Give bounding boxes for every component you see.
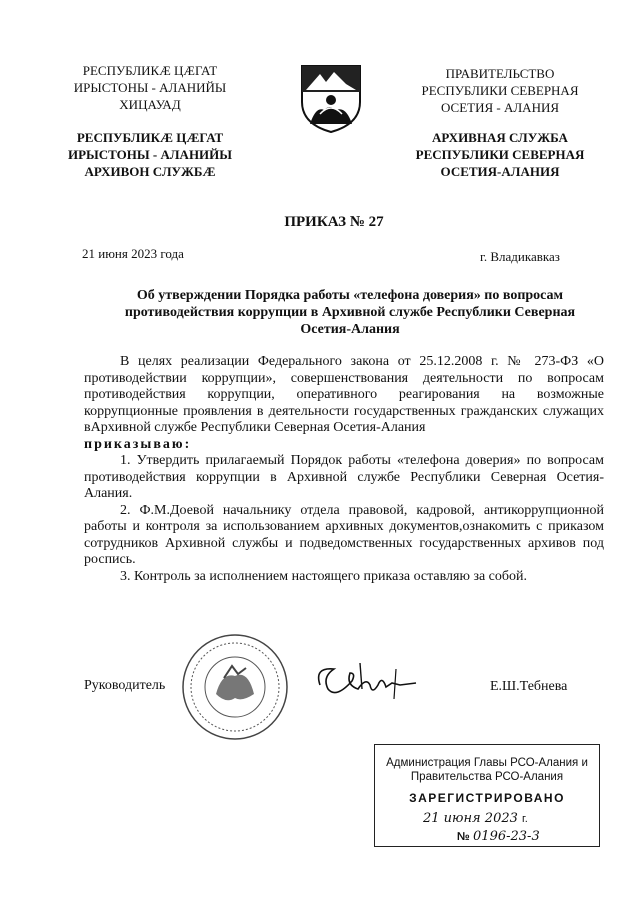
preamble: В целях реализации Федерального закона от 25.12.2008 г. № 273-ФЗ «О противодействии коррупции», совершенствования деятельности по вопросам противодействия коррупции, оперативного реагирования на возможные коррупционные проявления в деятельности государственных гражданских служащих вАрхивной службе Республики Северная Осетия-Алания: [84, 354, 604, 435]
order-item-2: 2. Ф.М.Доевой начальнику отдела правовой, кадровой, антикоррупционной работы и контроля за использованием архивных документов,ознакомить с приказом сотрудников Архивной службы и подведомственных государственных архивов под роспись.: [84, 502, 604, 567]
header-line: ИРЫСТОНЫ - АЛАНИЙЫ: [73, 80, 227, 95]
order-title: ПРИКАЗ № 27: [284, 214, 384, 230]
handwritten-signature-icon: [312, 655, 422, 710]
header-line: АРХИВНАЯ СЛУЖБА: [432, 130, 568, 145]
order-city: г. Владикавказ: [480, 249, 560, 264]
stamp-year-suffix: г.: [522, 813, 528, 825]
order-item-1: 1. Утвердить прилагаемый Порядок работы «телефона доверия» по вопросам противодействия коррупции в Архивной службе Республики Северная Осетия-Алания.: [84, 453, 604, 501]
stamp-status: ЗАРЕГИСТРИРОВАНО: [409, 791, 565, 805]
order-item-3: 3. Контроль за исполнением настоящего приказа оставляю за собой.: [120, 568, 528, 584]
header-right-top: [400, 65, 600, 116]
header-left-bottom: [55, 129, 245, 180]
stamp-number-row: [375, 829, 599, 844]
order-subject: [60, 287, 640, 338]
order-date: 21 июня 2023 года: [82, 246, 184, 261]
order-body: [84, 354, 604, 585]
stamp-line: Администрация Главы РСО-Алания и: [386, 757, 588, 769]
header-left-top: [55, 62, 245, 113]
header-line: ПРАВИТЕЛЬСТВО: [445, 66, 555, 81]
order-word: приказываю:: [84, 436, 192, 452]
subject-line: Об утверждении Порядка работы «телефона доверия» по вопросам: [136, 288, 564, 303]
header-line: РЕСПУБЛИКӔ ЦӔГАТ: [82, 63, 218, 78]
stamp-line: Правительства РСО-Алания: [410, 771, 564, 783]
header-line: РЕСПУБЛИКӔ ЦӔГАТ: [76, 130, 224, 145]
registration-stamp: [374, 744, 600, 847]
header-line: ИРЫСТОНЫ - АЛАНИЙЫ: [67, 147, 233, 162]
header-line: АРХИВОН СЛУЖБӔ: [84, 164, 216, 179]
header-line: РЕСПУБЛИКИ СЕВЕРНАЯ: [421, 83, 579, 98]
stamp-number-handwritten: 0196-23-3: [473, 829, 540, 844]
signer-name: Е.Ш.Тебнева: [490, 679, 568, 694]
header-line: ОСЕТИЯ - АЛАНИЯ: [440, 100, 560, 115]
header-line: ОСЕТИЯ-АЛАНИЯ: [440, 164, 560, 179]
subject-line: Осетия-Алания: [300, 322, 400, 337]
official-seal-icon: [180, 632, 290, 742]
header-line: ХИЦАУАД: [119, 97, 181, 112]
header-right-bottom: [400, 129, 600, 180]
signer-position: Руководитель: [84, 678, 166, 693]
stamp-date-row: [375, 811, 599, 826]
header-line: РЕСПУБЛИКИ СЕВЕРНАЯ: [415, 147, 585, 162]
stamp-number-prefix: №: [457, 831, 470, 843]
subject-line: противодействия коррупции в Архивной службе Республики Северная: [124, 305, 576, 320]
stamp-date-handwritten: 21 июня 2023: [423, 811, 518, 826]
coat-of-arms-icon: [296, 62, 366, 134]
